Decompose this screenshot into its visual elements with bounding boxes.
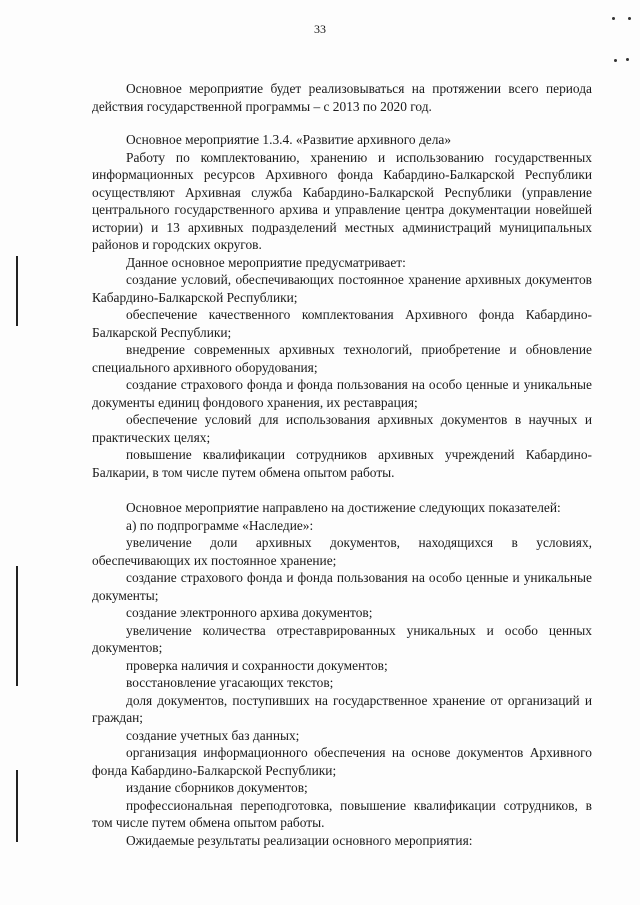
list-item: создание электронного архива документов; xyxy=(126,605,373,620)
paragraph: Ожидаемые результаты реализации основного мероприятия: xyxy=(126,832,473,848)
list-item: увеличение доли архивных документов, находящихся в условиях, обеспечивающих их постоянное хранение; xyxy=(92,535,592,568)
list-item: издание сборников документов; xyxy=(126,780,308,795)
list-item: проверка наличия и сохранности документов; xyxy=(126,657,388,673)
list-item: обеспечение качественного комплектования Архивного фонда Кабардино-Балкарской Республики; xyxy=(92,307,592,340)
list-item: восстановление угасающих текстов; xyxy=(126,675,334,690)
list-item: создание учетных баз данных; xyxy=(126,727,300,743)
list-item: создание страхового фонда и фонда пользования на особо ценные и уникальные документы; xyxy=(92,570,592,603)
list-item: обеспечение условий для использования архивных документов в научных и практических целях; xyxy=(92,412,592,445)
section-heading: Основное мероприятие 1.3.4. «Развитие архивного дела» xyxy=(126,132,452,147)
scan-artifact xyxy=(628,17,631,20)
list-item: повышение квалификации сотрудников архивных учреждений Кабардино-Балкарии, в том числе путем обмена опытом работы. xyxy=(92,447,592,480)
paragraph: Основное мероприятие будет реализовываться на протяжении всего периода действия государственной программы – с 2013 по 2020 год. xyxy=(92,81,592,114)
list-item: создание условий, обеспечивающих постоянное хранение архивных документов Кабардино-Балкарской Республики; xyxy=(92,272,592,305)
list-item: профессиональная переподготовка, повышение квалификации сотрудников, в том числе путем обмена опытом работы. xyxy=(92,797,592,830)
list-item: создание страхового фонда и фонда пользования на особо ценные и уникальные документы единиц фондового хранения, их реставрация; xyxy=(92,377,592,410)
scan-artifact xyxy=(16,566,18,686)
scan-artifact xyxy=(614,59,617,62)
list-item: увеличение количества отреставрированных уникальных и особо ценных документов; xyxy=(92,622,592,655)
paragraph: Данное основное мероприятие предусматривает: xyxy=(126,254,406,270)
scan-artifact xyxy=(16,256,18,326)
paragraph: Работу по комплектованию, хранению и использованию государственных информационных ресурсов Архивного фонда Кабардино-Балкарской Республики осуществляют Архивная служба Кабардино-Балкарской Республики (управление центрального государственного архива и управление центра документации новейшей истории) и 13 архивных подразделений местных администраций муниципальных районов и городских округов. xyxy=(92,149,592,252)
scan-artifact xyxy=(612,17,615,20)
list-item: организация информационного обеспечения на основе документов Архивного фонда Кабардино-Балкарской Республики; xyxy=(92,745,592,778)
paragraph: а) по подпрограмме «Наследие»: xyxy=(126,517,314,533)
scan-artifact xyxy=(16,770,18,842)
paragraph: Основное мероприятие направлено на достижение следующих показателей: xyxy=(126,500,561,515)
list-item: доля документов, поступивших на государственное хранение от организаций и граждан; xyxy=(92,692,592,725)
list-item: внедрение современных архивных технологий, приобретение и обновление специального архивного оборудования; xyxy=(92,342,592,375)
document-body xyxy=(92,80,592,849)
scan-artifact xyxy=(626,58,629,61)
page-number: 33 xyxy=(314,22,326,36)
